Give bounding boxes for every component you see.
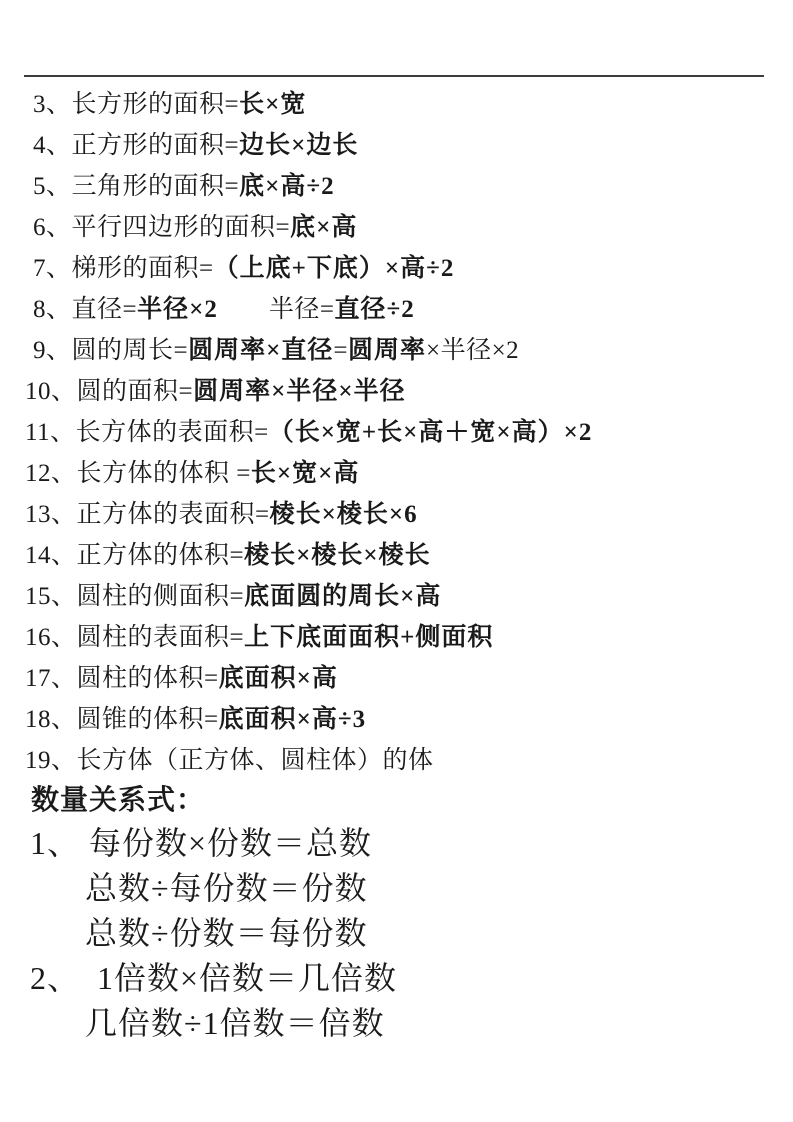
formula-text: 6、平行四边形的面积= bbox=[33, 214, 291, 241]
formula-text: = bbox=[333, 337, 348, 364]
formula-text: 11、长方体的表面积= bbox=[25, 419, 269, 446]
formula-line bbox=[0, 166, 793, 207]
formula-bold-text: 底×高÷2 bbox=[239, 173, 335, 200]
formula-line bbox=[0, 371, 793, 412]
formula-line bbox=[0, 535, 793, 576]
formula-line bbox=[0, 207, 793, 248]
formula-line bbox=[0, 494, 793, 535]
formula-text: 18、圆锥的体积= bbox=[25, 706, 219, 733]
formula-text: 4、正方形的面积= bbox=[33, 132, 240, 159]
formula-bold-text: 棱长×棱长×6 bbox=[269, 501, 418, 528]
formula-line bbox=[0, 125, 793, 166]
formula-text: 19、长方体（正方体、圆柱体）的体 bbox=[25, 747, 434, 774]
formula-text: ×半径×2 bbox=[425, 337, 520, 364]
formula-line bbox=[0, 658, 793, 699]
formula-line bbox=[0, 617, 793, 658]
formula-bold-text: 棱长×棱长×棱长 bbox=[244, 542, 431, 569]
formula-text: 17、圆柱的体积= bbox=[25, 665, 219, 692]
formula-bold-text: 长×宽 bbox=[239, 91, 307, 118]
formula-bold-text: 长×宽×高 bbox=[250, 460, 360, 487]
formula-line bbox=[0, 289, 793, 330]
formula-text: 9、圆的周长= bbox=[33, 337, 189, 364]
formula-bold-text: 半径×2 bbox=[137, 296, 218, 323]
formula-text: 13、正方体的表面积= bbox=[25, 501, 270, 528]
formula-line bbox=[0, 740, 793, 781]
formula-text: 15、圆柱的侧面积= bbox=[25, 583, 245, 610]
formula-text: 7、梯形的面积= bbox=[33, 255, 214, 282]
formula-bold-text: （长×宽+长×高＋宽×高）×2 bbox=[268, 419, 593, 446]
relation-line: 1、 每份数×份数＝总数 bbox=[30, 825, 373, 861]
formula-line bbox=[0, 699, 793, 740]
formula-text: 14、正方体的体积= bbox=[25, 542, 245, 569]
formula-bold-text: （上底+下底）×高÷2 bbox=[213, 255, 455, 282]
formula-text: 半径= bbox=[268, 296, 335, 323]
formula-list bbox=[0, 84, 793, 1046]
formula-text bbox=[218, 296, 269, 323]
formula-bold-text: 底面积×高÷3 bbox=[218, 706, 367, 733]
formula-line bbox=[0, 453, 793, 494]
relation-list bbox=[0, 821, 793, 1046]
formula-bold-text: 圆周率×半径×半径 bbox=[193, 378, 406, 405]
formula-text: 3、长方形的面积= bbox=[33, 91, 240, 118]
formula-text: 8、直径= bbox=[33, 296, 138, 323]
formula-line bbox=[0, 576, 793, 617]
formula-line bbox=[0, 84, 793, 125]
section-heading: 数量关系式： bbox=[31, 785, 206, 816]
relation-line: 总数÷每份数＝份数 bbox=[85, 870, 368, 906]
formula-bold-text: 直径÷2 bbox=[334, 296, 415, 323]
formula-bold-text: 圆周率 bbox=[347, 337, 426, 364]
formula-line bbox=[0, 248, 793, 289]
relation-line: 2、 1倍数×倍数＝几倍数 bbox=[30, 960, 398, 996]
relation-line: 几倍数÷1倍数＝倍数 bbox=[85, 1005, 385, 1041]
formula-bold-text: 底面积×高 bbox=[218, 665, 338, 692]
formula-text: 5、三角形的面积= bbox=[33, 173, 240, 200]
formula-text: 16、圆柱的表面积= bbox=[25, 624, 245, 651]
relation-line: 总数÷份数＝每份数 bbox=[85, 915, 368, 951]
top-divider-rule bbox=[24, 75, 764, 77]
formula-line bbox=[0, 330, 793, 371]
formula-bold-text: 底面圆的周长×高 bbox=[244, 583, 442, 610]
formula-bold-text: 上下底面面积+侧面积 bbox=[244, 624, 494, 651]
formula-text: 12、长方体的体积 = bbox=[25, 460, 251, 487]
formula-bold-text: 底×高 bbox=[290, 214, 358, 241]
formula-line bbox=[0, 412, 793, 453]
formula-text: 10、圆的面积= bbox=[25, 378, 194, 405]
formula-bold-text: 边长×边长 bbox=[239, 132, 359, 159]
formula-bold-text: 圆周率×直径 bbox=[188, 337, 334, 364]
